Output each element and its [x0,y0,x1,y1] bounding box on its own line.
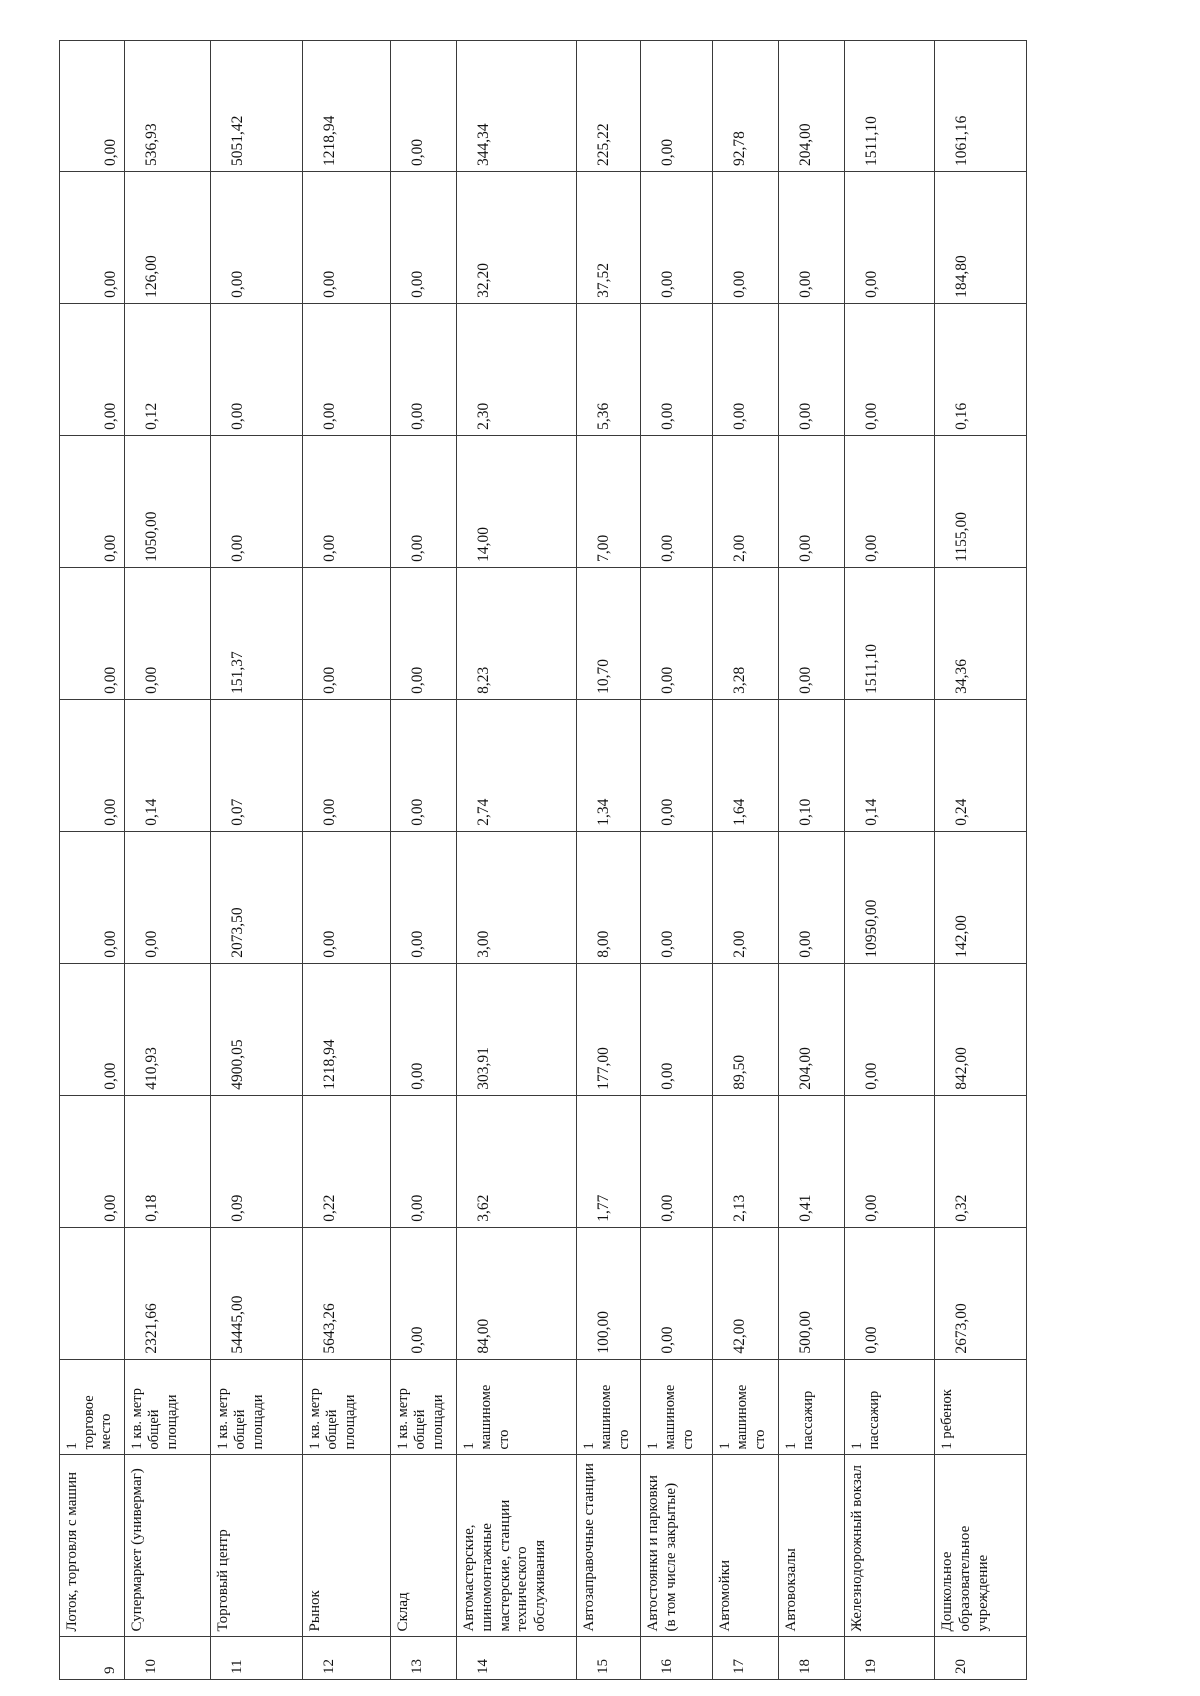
table-row [577,41,641,1680]
value-cell: 0,00 [641,1227,713,1359]
object-name: Автозаправочные станции [577,1455,641,1637]
value-cell: 8,23 [457,567,577,699]
value-cell: 0,00 [303,435,391,567]
value-cell: 0,00 [60,831,125,963]
value-cell: 0,00 [303,831,391,963]
value-cell: 0,00 [303,567,391,699]
value-cell: 0,24 [935,699,1027,831]
value-cell: 177,00 [577,963,641,1095]
value-cell: 0,00 [779,303,845,435]
value-cell: 0,00 [391,303,457,435]
unit-text: машиноме сто [478,1384,512,1450]
value-cell: 184,80 [935,171,1027,303]
value-cell: 0,00 [845,171,935,303]
value-cell: 204,00 [779,41,845,172]
value-cell: 0,14 [845,699,935,831]
unit-of-measure [779,1359,845,1455]
unit-text: 1 [849,1442,866,1450]
value-cell: 344,34 [457,41,577,172]
value-cell [60,1227,125,1359]
row-number: 12 [303,1637,391,1680]
unit-text: 1 кв. метр общей площади [395,1388,446,1450]
table-row [125,41,211,1680]
value-cell: 1,77 [577,1095,641,1227]
value-cell: 0,14 [125,699,211,831]
value-cell: 0,00 [641,41,713,172]
data-table [59,40,1027,1680]
unit-of-measure [713,1359,779,1455]
value-cell: 0,00 [60,41,125,172]
value-cell: 0,00 [211,171,303,303]
value-cell: 0,00 [391,41,457,172]
object-name: Лоток, торговля с машин [60,1455,125,1637]
value-cell: 0,00 [60,963,125,1095]
value-cell: 89,50 [713,963,779,1095]
value-cell: 536,93 [125,41,211,172]
value-cell: 0,00 [60,303,125,435]
unit-of-measure [641,1359,713,1455]
value-cell: 84,00 [457,1227,577,1359]
value-cell: 0,41 [779,1095,845,1227]
value-cell: 3,62 [457,1095,577,1227]
value-cell: 2,74 [457,699,577,831]
object-name: Автовокзалы [779,1455,845,1637]
value-cell: 0,00 [641,435,713,567]
row-number: 11 [211,1637,303,1680]
value-cell: 8,00 [577,831,641,963]
unit-of-measure [457,1359,577,1455]
value-cell: 100,00 [577,1227,641,1359]
row-number: 10 [125,1637,211,1680]
row-number: 9 [60,1637,125,1680]
value-cell: 0,00 [125,567,211,699]
table-row [457,41,577,1680]
value-cell: 0,07 [211,699,303,831]
unit-of-measure [391,1359,457,1455]
object-name: Железнодорожный вокзал [845,1455,935,1637]
value-cell: 1511,10 [845,41,935,172]
table-row [211,41,303,1680]
value-cell: 0,09 [211,1095,303,1227]
unit-text: пассажир [800,1390,817,1450]
table-row [391,41,457,1680]
value-cell: 0,00 [303,171,391,303]
value-cell: 0,00 [303,303,391,435]
value-cell: 0,00 [211,303,303,435]
table-row [845,41,935,1680]
value-cell: 0,00 [779,831,845,963]
value-cell: 0,00 [60,1095,125,1227]
value-cell: 0,00 [303,699,391,831]
value-cell: 0,00 [713,171,779,303]
value-cell: 0,00 [391,699,457,831]
unit-text: машиноме сто [598,1384,632,1450]
value-cell: 142,00 [935,831,1027,963]
object-name: Рынок [303,1455,391,1637]
value-cell: 0,00 [391,1095,457,1227]
table-row [303,41,391,1680]
value-cell: 0,00 [391,435,457,567]
value-cell: 2,00 [713,831,779,963]
table-row [935,41,1027,1680]
object-name: Супермаркет (универмаг) [125,1455,211,1637]
unit-text: машиноме сто [662,1384,696,1450]
value-cell: 0,00 [641,699,713,831]
object-name: Автомойки [713,1455,779,1637]
value-cell: 0,00 [845,435,935,567]
row-number: 13 [391,1637,457,1680]
value-cell: 151,37 [211,567,303,699]
unit-text: пассажир [866,1390,883,1450]
rotated-table-wrapper [59,40,1071,1680]
table-row [60,41,125,1680]
value-cell: 0,00 [845,1095,935,1227]
value-cell: 3,28 [713,567,779,699]
value-cell: 0,00 [391,1227,457,1359]
unit-text: 1 [645,1442,662,1450]
object-name: Автостоянки и парковки (в том числе закрытые) [641,1455,713,1637]
value-cell: 5051,42 [211,41,303,172]
table-row [779,41,845,1680]
object-name: Автомастерские, шиномонтажные мастерские, станции технического обслуживания [457,1455,577,1637]
value-cell: 0,00 [779,435,845,567]
object-name: Торговый центр [211,1455,303,1637]
value-cell: 0,00 [779,171,845,303]
value-cell: 0,32 [935,1095,1027,1227]
value-cell: 92,78 [713,41,779,172]
value-cell: 34,36 [935,567,1027,699]
unit-text: 1 [717,1442,734,1450]
row-number: 15 [577,1637,641,1680]
value-cell: 2321,66 [125,1227,211,1359]
value-cell: 2073,50 [211,831,303,963]
unit-text: 1 [581,1442,598,1450]
value-cell: 0,00 [211,435,303,567]
value-cell: 0,00 [391,171,457,303]
row-number: 16 [641,1637,713,1680]
unit-text: 1 [783,1442,800,1450]
row-number: 17 [713,1637,779,1680]
object-name: Склад [391,1455,457,1637]
unit-text: 1 кв. метр общей площади [129,1388,180,1450]
value-cell: 0,00 [391,963,457,1095]
value-cell: 0,00 [641,963,713,1095]
value-cell: 0,22 [303,1095,391,1227]
value-cell: 126,00 [125,171,211,303]
value-cell: 0,00 [641,303,713,435]
value-cell: 2673,00 [935,1227,1027,1359]
value-cell: 5,36 [577,303,641,435]
value-cell: 0,00 [641,831,713,963]
unit-of-measure [303,1359,391,1455]
value-cell: 303,91 [457,963,577,1095]
value-cell: 0,00 [713,303,779,435]
value-cell: 42,00 [713,1227,779,1359]
unit-of-measure [577,1359,641,1455]
table-row [641,41,713,1680]
value-cell: 7,00 [577,435,641,567]
value-cell: 0,00 [641,567,713,699]
unit-of-measure [60,1359,125,1455]
table-row [713,41,779,1680]
value-cell: 1050,00 [125,435,211,567]
value-cell: 500,00 [779,1227,845,1359]
value-cell: 0,00 [641,171,713,303]
value-cell: 5643,26 [303,1227,391,1359]
value-cell: 842,00 [935,963,1027,1095]
value-cell: 0,00 [391,831,457,963]
value-cell: 410,93 [125,963,211,1095]
unit-text: 1 [461,1442,478,1450]
value-cell: 3,00 [457,831,577,963]
value-cell: 0,00 [60,171,125,303]
value-cell: 0,00 [391,567,457,699]
value-cell: 14,00 [457,435,577,567]
row-number: 19 [845,1637,935,1680]
value-cell: 2,00 [713,435,779,567]
unit-of-measure [935,1359,1027,1455]
row-number: 14 [457,1637,577,1680]
value-cell: 1511,10 [845,567,935,699]
value-cell: 0,10 [779,699,845,831]
value-cell: 54445,00 [211,1227,303,1359]
unit-text: 1 кв. метр общей площади [307,1388,358,1450]
unit-text: торговое место [81,1395,115,1450]
unit-of-measure [125,1359,211,1455]
row-number: 18 [779,1637,845,1680]
object-name: Дошкольное образовательное учреждение [935,1455,1027,1637]
value-cell: 37,52 [577,171,641,303]
row-number: 20 [935,1637,1027,1680]
value-cell: 0,16 [935,303,1027,435]
unit-of-measure [211,1359,303,1455]
unit-text: 1 [64,1442,80,1450]
value-cell: 0,12 [125,303,211,435]
value-cell: 0,18 [125,1095,211,1227]
value-cell: 2,30 [457,303,577,435]
unit-text: машиноме сто [734,1384,768,1450]
value-cell: 1,64 [713,699,779,831]
value-cell: 4900,05 [211,963,303,1095]
value-cell: 1155,00 [935,435,1027,567]
value-cell: 32,20 [457,171,577,303]
value-cell: 1218,94 [303,963,391,1095]
value-cell: 0,00 [60,435,125,567]
value-cell: 0,00 [60,567,125,699]
value-cell: 0,00 [845,963,935,1095]
unit-text: 1 кв. метр общей площади [215,1388,266,1450]
value-cell: 10,70 [577,567,641,699]
value-cell: 0,00 [845,1227,935,1359]
value-cell: 0,00 [125,831,211,963]
value-cell: 0,00 [845,303,935,435]
value-cell: 0,00 [60,699,125,831]
value-cell: 0,00 [779,567,845,699]
value-cell: 0,00 [641,1095,713,1227]
value-cell: 1,34 [577,699,641,831]
value-cell: 2,13 [713,1095,779,1227]
value-cell: 225,22 [577,41,641,172]
value-cell: 10950,00 [845,831,935,963]
unit-text: 1 ребенок [939,1389,956,1450]
value-cell: 1061,16 [935,41,1027,172]
value-cell: 204,00 [779,963,845,1095]
unit-of-measure [845,1359,935,1455]
value-cell: 1218,94 [303,41,391,172]
